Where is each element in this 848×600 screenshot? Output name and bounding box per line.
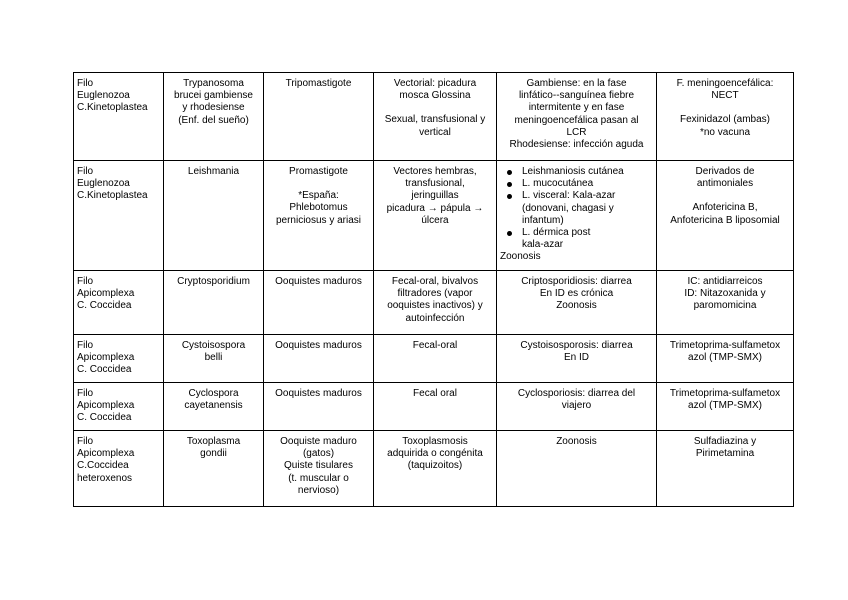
cell-forma: Ooquistes maduros (264, 383, 374, 431)
table-row (74, 73, 794, 161)
cell-tratamiento: Derivados de antimoniales Anfotericina B, Anfotericina B liposomial (657, 161, 794, 271)
cell-clinica: Zoonosis (497, 431, 657, 507)
cell-tratamiento: IC: antidiarreicos ID: Nitazoxanida y paromomicina (657, 271, 794, 335)
cell-tratamiento: Trimetoprima-sulfametox azol (TMP-SMX) (657, 335, 794, 383)
zoonosis-note: Zoonosis (500, 251, 541, 263)
cell-organismo: Cyclospora cayetanensis (164, 383, 264, 431)
cell-transmision: Fecal oral (374, 383, 497, 431)
table-row (74, 335, 794, 383)
cell-tratamiento: Sulfadiazina y Pirimetamina (657, 431, 794, 507)
cell-organismo: Toxoplasma gondii (164, 431, 264, 507)
list-item: L. mucocutánea (522, 178, 653, 190)
cell-transmision: Vectores hembras, transfusional, jeringuillas picadura → pápula → úlcera (374, 161, 497, 271)
list-item: Leishmaniosis cutánea (522, 166, 653, 178)
cell-transmision: Fecal-oral, bivalvos filtradores (vapor ooquistes inactivos) y autoinfección (374, 271, 497, 335)
cell-forma: Tripomastigote (264, 73, 374, 161)
cell-forma: Ooquistes maduros (264, 335, 374, 383)
cell-organismo: Leishmania (164, 161, 264, 271)
cell-clinica: Gambiense: en la fase linfático--sanguínea fiebre intermitente y en fase meningoencefálica pasan al LCR Rhodesiense: infección aguda (497, 73, 657, 161)
table-row (74, 271, 794, 335)
table-row (74, 383, 794, 431)
clinica-list (500, 166, 653, 251)
cell-transmision: Fecal-oral (374, 335, 497, 383)
table-row (74, 431, 794, 507)
list-item: L. dérmica post kala-azar (522, 227, 653, 251)
list-item: L. visceral: Kala-azar (donovani, chagasi y infantum) (522, 190, 653, 227)
bullet-icon (507, 194, 512, 199)
cell-tratamiento: F. meningoencefálica: NECT Fexinidazol (ambas) *no vacuna (657, 73, 794, 161)
cell-filo: Filo Apicomplexa C.Coccidea heteroxenos (74, 431, 164, 507)
cell-organismo: Cryptosporidium (164, 271, 264, 335)
cell-clinica: Cystoisosporosis: diarrea En ID (497, 335, 657, 383)
cell-filo: Filo Apicomplexa C. Coccidea (74, 271, 164, 335)
cell-filo: Filo Apicomplexa C. Coccidea (74, 335, 164, 383)
cell-forma: Ooquiste maduro (gatos) Quiste tisulares (t. muscular o nervioso) (264, 431, 374, 507)
cell-organismo: Cystoisospora belli (164, 335, 264, 383)
cell-forma: Promastigote *España: Phlebotomus perniciosus y ariasi (264, 161, 374, 271)
cell-tratamiento: Trimetoprima-sulfametox azol (TMP-SMX) (657, 383, 794, 431)
bullet-icon (507, 170, 512, 175)
bullet-icon (507, 182, 512, 187)
cell-clinica: Criptosporidiosis: diarrea En ID es crónica Zoonosis (497, 271, 657, 335)
cell-clinica (497, 161, 657, 271)
cell-filo: Filo Apicomplexa C. Coccidea (74, 383, 164, 431)
parasite-table (73, 72, 794, 507)
cell-filo: Filo Euglenozoa C.Kinetoplastea (74, 161, 164, 271)
bullet-icon (507, 231, 512, 236)
cell-transmision: Toxoplasmosis adquirida o congénita (taquizoitos) (374, 431, 497, 507)
cell-filo: Filo Euglenozoa C.Kinetoplastea (74, 73, 164, 161)
cell-forma: Ooquistes maduros (264, 271, 374, 335)
cell-transmision: Vectorial: picadura mosca Glossina Sexual, transfusional y vertical (374, 73, 497, 161)
cell-organismo: Trypanosoma brucei gambiense y rhodesiense (Enf. del sueño) (164, 73, 264, 161)
cell-clinica: Cyclosporiosis: diarrea del viajero (497, 383, 657, 431)
table-row (74, 161, 794, 271)
